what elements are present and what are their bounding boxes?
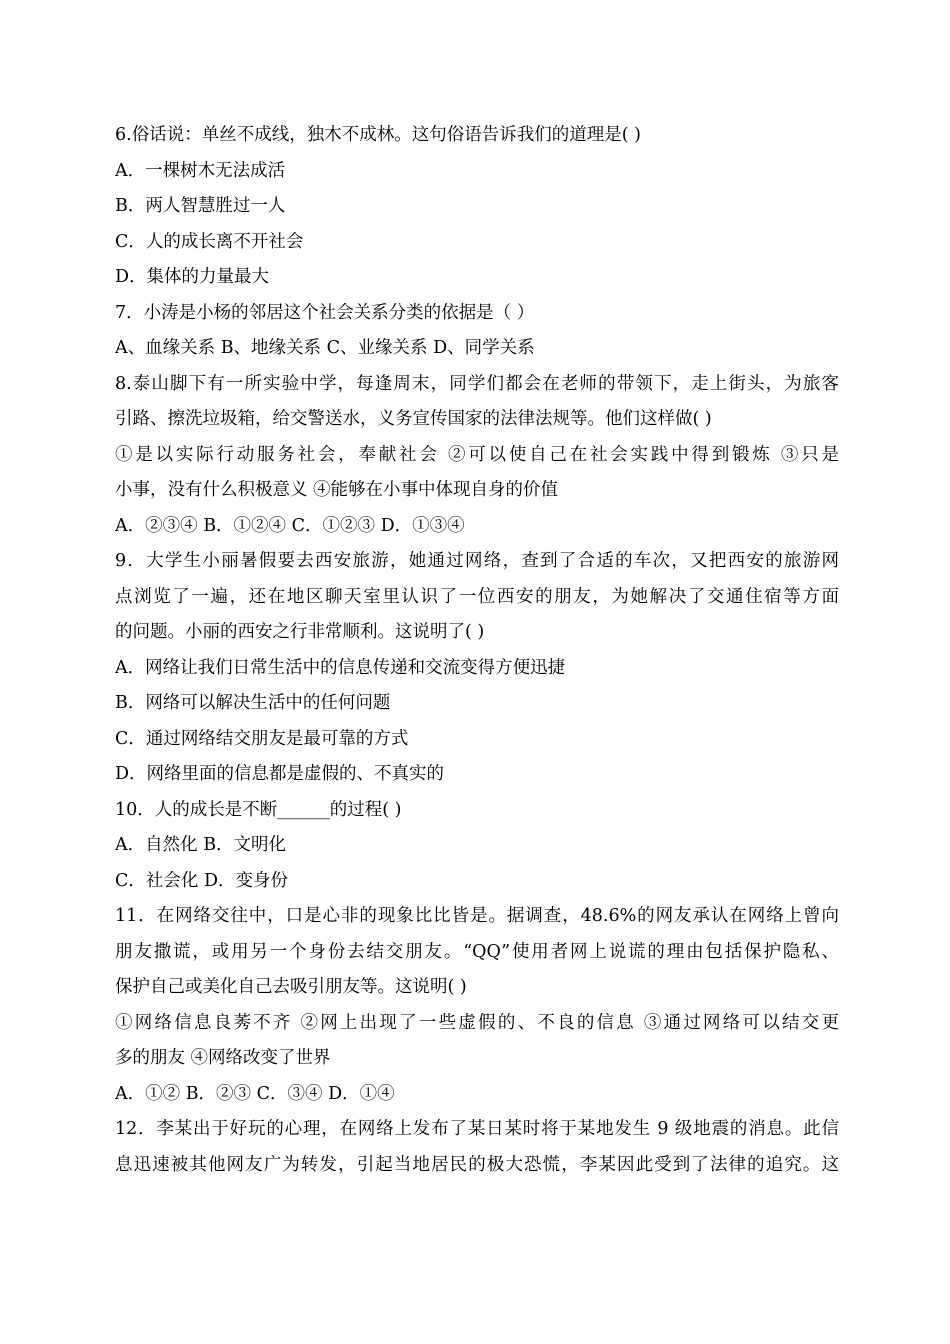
question-8-stem-line-1: 8.泰山脚下有一所实验中学，每逢周末，同学们都会在老师的带领下，走上街头，为旅客	[115, 373, 839, 394]
question-6-stem: 6.俗话说：单丝不成线，独木不成林。这句俗语告诉我们的道理是( )	[115, 125, 641, 145]
question-10-options-ab: A．自然化 B．文明化	[115, 835, 287, 855]
question-6-option-a: A．一棵树木无法成活	[115, 160, 286, 181]
document-page	[115, 118, 839, 1183]
question-6-option-d: D．集体的力量最大	[115, 267, 270, 287]
question-12-stem-line-2: 息迅速被其他网友广为转发，引起当地居民的极大恐慌，李某因此受到了法律的追究。这	[115, 1154, 839, 1175]
question-12-stem-line-1: 12．李某出于好玩的心理，在网络上发布了某日某时将于某地发生 9 级地震的消息。此信	[115, 1119, 839, 1139]
question-10-stem: 10．人的成长是不断______的过程( )	[115, 799, 402, 820]
question-6-option-b: B．两人智慧胜过一人	[115, 196, 286, 216]
question-11-stem-line-3: 保护自己或美化自己去吸引朋友等。这说明( )	[115, 977, 467, 997]
question-11-options: A．①② B．②③ C．③④ D．①④	[115, 1083, 395, 1104]
question-6-option-c: C．人的成长离不开社会	[115, 231, 304, 252]
question-9-stem-line-2: 点浏览了一遍，还在地区聊天室里认识了一位西安的朋友，为她解决了交通住宿等方面	[115, 586, 839, 607]
question-9-option-a: A．网络让我们日常生活中的信息传递和交流变得方便迅捷	[115, 657, 566, 678]
question-10-options-cd: C．社会化 D．变身份	[115, 870, 288, 891]
question-11-statements-line-1: ①网络信息良莠不齐 ②网上出现了一些虚假的、不良的信息 ③通过网络可以结交更	[115, 1012, 839, 1033]
question-9-option-d: D．网络里面的信息都是虚假的、不真实的	[115, 764, 445, 784]
question-9-stem-line-1: 9．大学生小丽暑假要去西安旅游，她通过网络，查到了合适的车次，又把西安的旅游网	[115, 551, 839, 571]
question-8-statements-line-2: 小事，没有什么积极意义 ④能够在小事中体现自身的价值	[115, 480, 559, 500]
question-9-option-c: C．通过网络结交朋友是最可靠的方式	[115, 728, 409, 749]
question-9-option-b: B．网络可以解决生活中的任何问题	[115, 693, 391, 713]
question-11-statements-line-2: 多的朋友 ④网络改变了世界	[115, 1048, 331, 1068]
question-9-stem-line-3: 的问题。小丽的西安之行非常顺利。这说明了( )	[115, 622, 485, 642]
question-8-options: A．②③④ B．①②④ C．①②③ D．①③④	[115, 515, 465, 536]
question-11-stem-line-2: 朋友撒谎，或用另一个身份去结交朋友。“QQ”使用者网上说谎的理由包括保护隐私、	[115, 941, 839, 962]
question-8-statements-line-1: ①是以实际行动服务社会，奉献社会 ②可以使自己在社会实践中得到锻炼 ③只是	[115, 444, 839, 465]
question-7-stem: 7．小涛是小杨的邻居这个社会关系分类的依据是（ ）	[115, 302, 535, 323]
question-7-options: A、血缘关系 B、地缘关系 C、业缘关系 D、同学关系	[115, 338, 535, 358]
question-11-stem-line-1: 11．在网络交往中，口是心非的现象比比皆是。据调查，48.6%的网友承认在网络上曾向	[115, 906, 839, 926]
question-8-stem-line-2: 引路、擦洗垃圾箱，给交警送水，义务宣传国家的法律法规等。他们这样做( )	[115, 409, 712, 429]
